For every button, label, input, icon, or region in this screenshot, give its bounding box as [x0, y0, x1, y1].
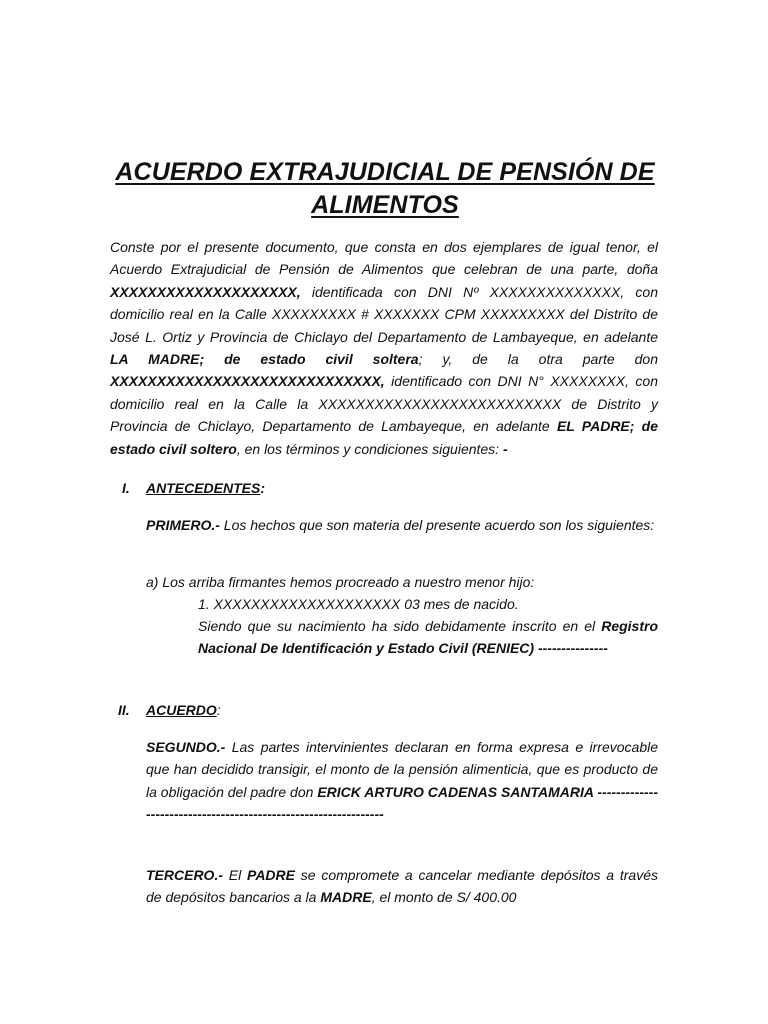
section-2-colon: :	[216, 702, 221, 718]
madre-label: LA MADRE; de estado civil soltera	[110, 351, 419, 368]
primero-label: PRIMERO.-	[146, 517, 220, 533]
tercero-text-3: , el monto de S/ 400.00	[371, 889, 517, 906]
tercero-padre: PADRE	[247, 867, 295, 883]
registro-text: Siendo que su nacimiento ha sido debidamente inscrito en el	[198, 618, 602, 634]
padre-label: EL PADRE; de estado civil soltero	[110, 418, 658, 457]
section-1-title: ANTECEDENTES	[146, 480, 261, 496]
registro-paragraph	[198, 615, 658, 660]
list-item-a: a) Los arriba firmantes hemos procreado a nuestro menor hijo:	[146, 574, 535, 590]
madre-name: XXXXXXXXXXXXXXXXXXXX,	[110, 283, 301, 300]
section-1-heading	[146, 477, 265, 499]
intro-text-5: , en los términos y condiciones siguientes:	[236, 440, 503, 457]
document-title: ACUERDO EXTRAJUDICIAL DE PENSIÓN DE ALIMENTOS	[115, 158, 655, 219]
tercero-clause	[146, 864, 658, 909]
intro-text-4: identificado con DNI N° XXXXXXXX, con domicilio real en la Calle la XXXXXXXXXXXXXXXXXXXXXXXXXX de Distrito y Provincia de Chiclayo, Departamento de Lambayeque, en adelante	[110, 373, 658, 435]
section-2-number: II.	[118, 702, 130, 718]
tercero-label: TERCERO.-	[146, 867, 223, 883]
section-1-number: I.	[122, 480, 130, 496]
primero-clause	[146, 514, 658, 536]
tercero-madre: MADRE	[320, 889, 372, 906]
intro-dash: -	[502, 440, 508, 457]
intro-text-1: Conste por el presente documento, que consta en dos ejemplares de igual tenor, el Acuerdo Extrajudicial de Pensión de Alimentos que celebran de una parte, doña	[110, 239, 658, 278]
section-2-title: ACUERDO	[146, 702, 217, 718]
segundo-clause	[146, 736, 658, 826]
tercero-text-2: se compromete a cancelar mediante depósitos a través de depósitos bancarios a la	[146, 867, 658, 906]
segundo-bold: ERICK ARTURO CADENAS SANTAMARIA ----------------------------------------------------------------	[146, 783, 658, 823]
segundo-label: SEGUNDO.-	[146, 739, 226, 755]
section-1-colon: :	[260, 480, 266, 496]
segundo-text: Las partes intervinientes declaran en forma expresa e irrevocable que han decidido transigir, el monto de la pensión alimenticia, que es producto de la obligación del padre don	[146, 739, 658, 800]
intro-paragraph	[110, 236, 658, 460]
primero-text: Los hechos que son materia del presente acuerdo son los siguientes:	[219, 517, 655, 533]
padre-name: XXXXXXXXXXXXXXXXXXXXXXXXXXXXX,	[110, 373, 385, 390]
intro-text-3: ; y, de la otra parte don	[418, 351, 658, 368]
list-item-1: 1. XXXXXXXXXXXXXXXXXXXX 03 mes de nacido.	[198, 596, 519, 612]
registro-bold: Registro Nacional De Identificación y Estado Civil (RENIEC) ---------------	[198, 618, 658, 657]
intro-text-2: identificada con DNI Nº XXXXXXXXXXXXXX, con domicilio real en la Calle XXXXXXXXX # XXXXXXX CPM XXXXXXXXX del Distrito de José L. Ortiz y Provincia de Chiclayo del Departamento de Lambayeque, en adelante	[110, 283, 658, 345]
tercero-text-1: El	[223, 867, 248, 883]
section-2-heading	[146, 699, 221, 721]
